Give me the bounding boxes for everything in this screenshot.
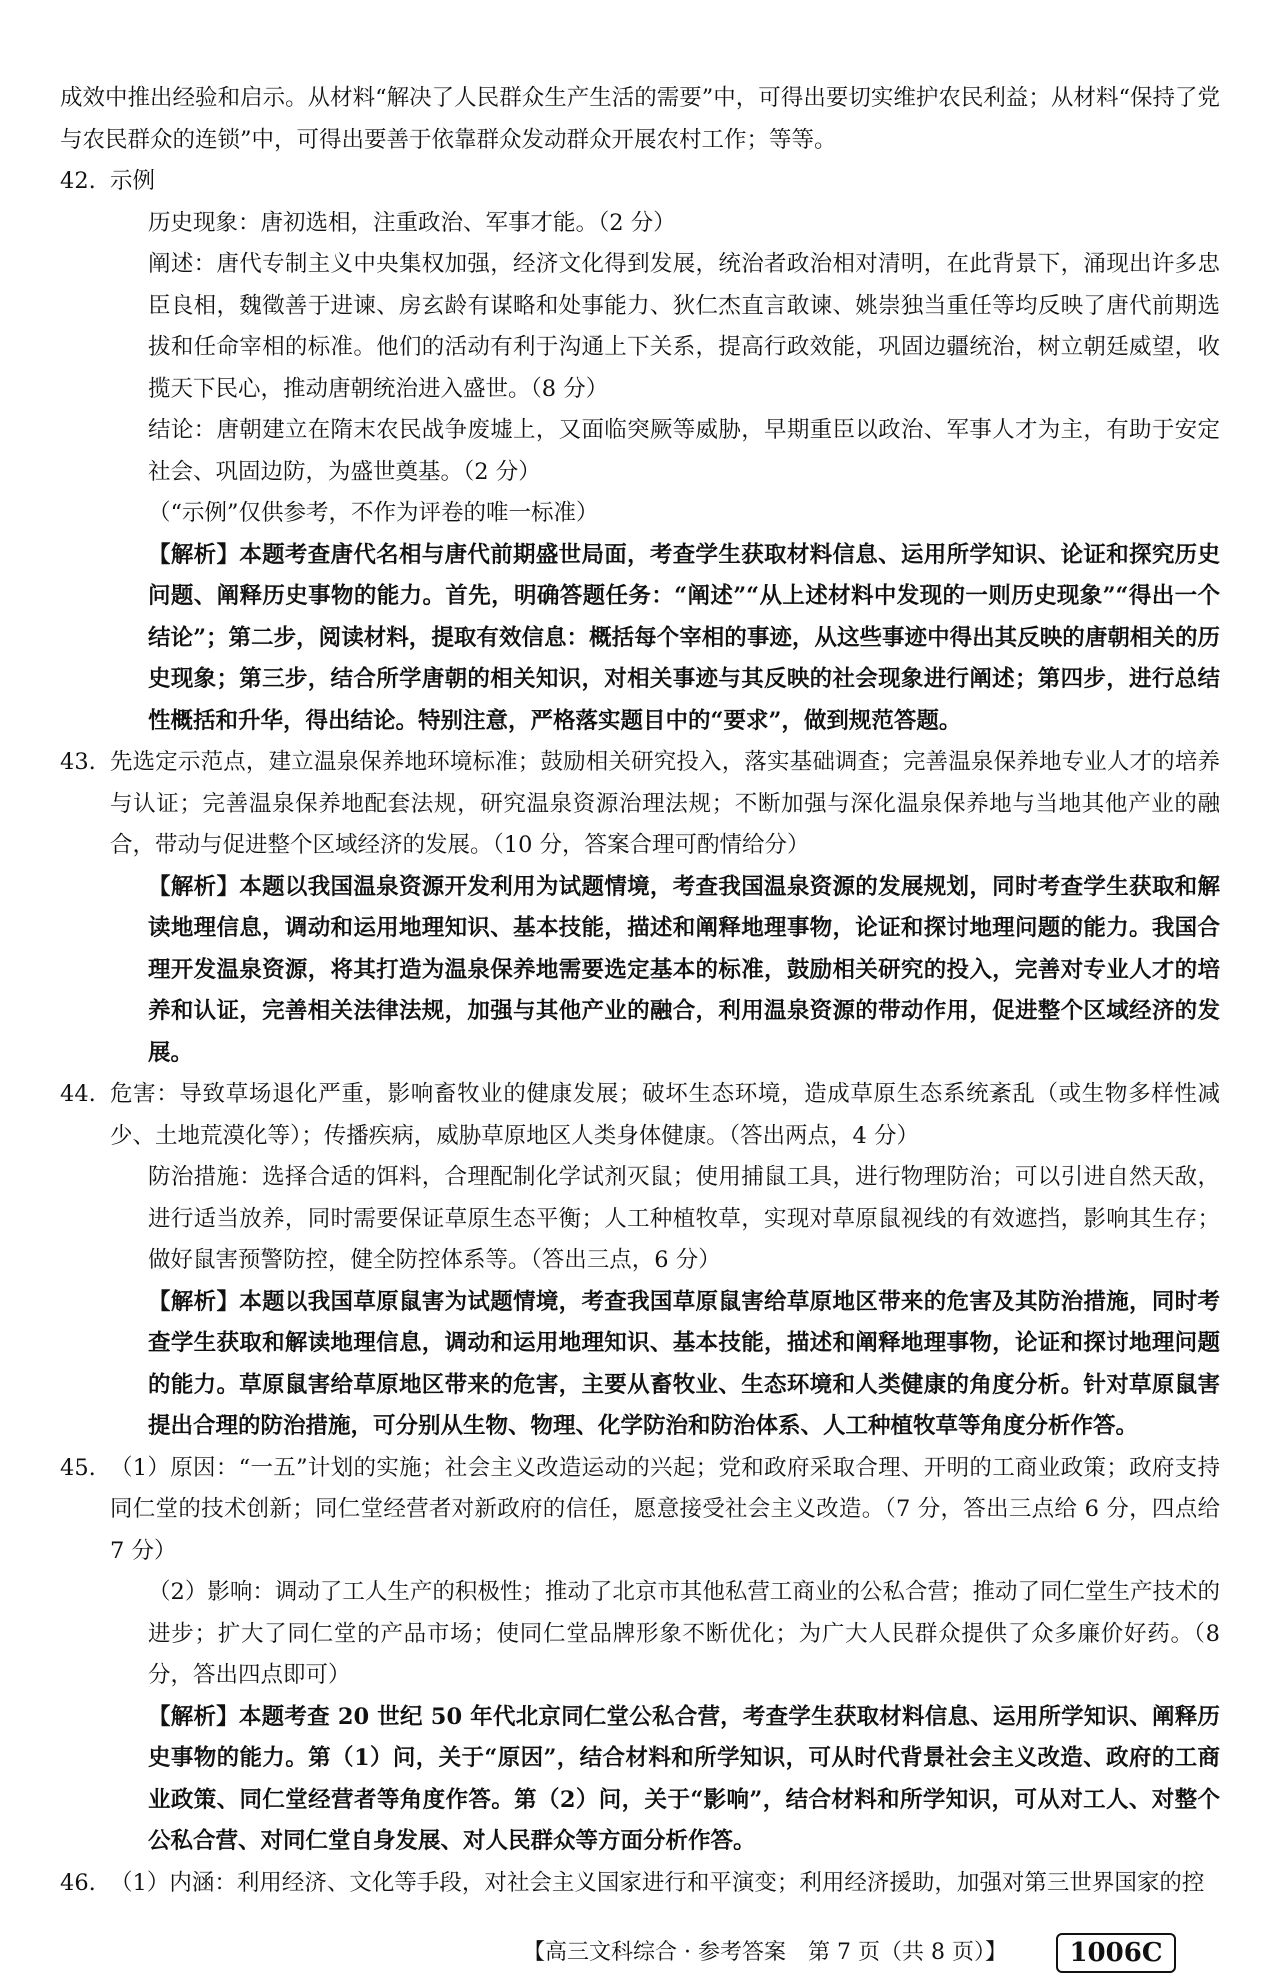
- question-body: [110, 742, 1220, 1074]
- answer-paragraph: （2）影响：调动了工人生产的积极性；推动了北京市其他私营工商业的公私合营；推动了同仁堂生产技术的进步；扩大了同仁堂的产品市场；使同仁堂品牌形象不断优化；为广大人民群众提供了众多廉价好药。（8 分，答出四点即可）: [148, 1579, 1220, 1688]
- answer-paragraph: （“示例”仅供参考，不作为评卷的唯一标准）: [148, 500, 599, 526]
- answer-paragraph: 阐述：唐代专制主义中央集权加强，经济文化得到发展，统治者政治相对清明，在此背景下，涌现出许多忠臣良相，魏徵善于进谏、房玄龄有谋略和处事能力、狄仁杰直言敢谏、姚崇独当重任等均反映了唐代前期选拔和任命宰相的标准。他们的活动有利于沟通上下关系，提高行政效能，巩固边疆统治，树立朝廷威望，收揽天下民心，推动唐朝统治进入盛世。（8 分）: [148, 251, 1220, 402]
- answer-paragraph: 历史现象：唐初选相，注重政治、军事才能。（2 分）: [148, 209, 676, 236]
- answer-paragraph: 防治措施：选择合适的饵料，合理配制化学试剂灭鼠；使用捕鼠工具，进行物理防治；可以引进自然天敌，进行适当放养，同时需要保证草原生态平衡；人工种植牧草，实现对草原鼠视线的有效遮挡，影响其生存；做好鼠害预警防控，健全防控体系等。（答出三点，6 分）: [148, 1164, 1220, 1273]
- question-body: [110, 161, 1220, 742]
- analysis-paragraph: 【解析】本题以我国温泉资源开发利用为试题情境，考查我国温泉资源的发展规划，同时考查学生获取和解读地理信息，调动和运用地理知识、基本技能，描述和阐释地理事物，论证和探讨地理问题的能力。我国合理开发温泉资源，将其打造为温泉保养地需要选定基本的标准，鼓励相关研究的投入，完善对专业人才的培养和认证，完善相关法律法规，加强与其他产业的融合，利用温泉资源的带动作用，促进整个区域经济的发展。: [148, 873, 1220, 1066]
- analysis-paragraph: 【解析】本题考查唐代名相与唐代前期盛世局面，考查学生获取材料信息、运用所学知识、论证和探究历史问题、阐释历史事物的能力。首先，明确答题任务：“阐述”“从上述材料中发现的一则历史现象”“得出一个结论”；第二步，阅读材料，提取有效信息：概括每个宰相的事迹，从这些事迹中得出其反映的唐朝相关的历史现象；第三步，结合所学唐朝的相关知识，对相关事迹与其反映的社会现象进行阐述；第四步，进行总结性概括和升华，得出结论。特别注意，严格落实题目中的“要求”，做到规范答题。: [148, 541, 1220, 734]
- answer-paragraph: 危害：导致草场退化严重，影响畜牧业的健康发展；破坏生态环境，造成草原生态系统紊乱（或生物多样性减少、土地荒漠化等）；传播疾病，威胁草原地区人类身体健康。（答出两点，4 分）: [110, 1081, 1220, 1149]
- question-body: [110, 1448, 1220, 1863]
- question-number: 46.: [60, 1869, 96, 1896]
- page-footer: [0, 1933, 1280, 1973]
- question-number: 44.: [60, 1081, 96, 1107]
- question-item: [60, 1448, 1220, 1863]
- answer-paragraph: 结论：唐朝建立在隋末农民战争废墟上，又面临突厥等威胁，早期重臣以政治、军事人才为主，有助于安定社会、巩固边防，为盛世奠基。（2 分）: [148, 417, 1220, 485]
- question-number: 43.: [60, 749, 96, 775]
- question-item: [60, 742, 1220, 1074]
- answer-paragraph: （1）内涵：利用经济、文化等手段，对社会主义国家进行和平演变；利用经济援助，加强对第三世界国家的控: [110, 1869, 1205, 1896]
- question-item: [60, 161, 1220, 742]
- question-item: [60, 1863, 1220, 1905]
- answer-paragraph: （1）原因：“一五”计划的实施；社会主义改造运动的兴起；党和政府采取合理、开明的工商业政策；政府支持同仁堂的技术创新；同仁堂经营者对新政府的信任，愿意接受社会主义改造。（7 分，答出三点给 6 分，四点给 7 分）: [110, 1454, 1220, 1564]
- intro-paragraph: 成效中推出经验和启示。从材料“解决了人民群众生产生活的需要”中，可得出要切实维护农民利益；从材料“保持了党与农民群众的连锁”中，可得出要善于依靠群众发动群众开展农村工作；等等。: [60, 85, 1220, 153]
- intro-block: [60, 78, 1220, 161]
- question-number: 42.: [60, 168, 96, 194]
- question-list: [60, 161, 1220, 1904]
- question-body: [110, 1863, 1220, 1905]
- analysis-paragraph: 【解析】本题考查 20 世纪 50 年代北京同仁堂公私合营，考查学生获取材料信息、运用所学知识、阐释历史事物的能力。第（1）问，关于“原因”，结合材料和所学知识，可从时代背景社会主义改造、政府的工商业政策、同仁堂经营者等角度作答。第（2）问，关于“影响”，结合材料和所学知识，可从对工人、对整个公私合营、对同仁堂自身发展、对人民群众等方面分析作答。: [148, 1703, 1220, 1854]
- answer-content: [60, 78, 1220, 1904]
- question-body: [110, 1074, 1220, 1448]
- answer-paragraph: 示例: [110, 168, 156, 194]
- answer-paragraph: 先选定示范点，建立温泉保养地环境标准；鼓励相关研究投入，落实基础调查；完善温泉保养地专业人才的培养与认证；完善温泉保养地配套法规，研究温泉资源治理法规；不断加强与深化温泉保养地与当地其他产业的融合，带动与促进整个区域经济的发展。（10 分，答案合理可酌情给分）: [110, 749, 1220, 858]
- footer-text: 【高三文科综合 · 参考答案 第 7 页（共 8 页）】: [523, 1940, 1007, 1965]
- question-item: [60, 1074, 1220, 1448]
- question-number: 45.: [60, 1454, 96, 1481]
- paper-code-badge: 1006C: [1056, 1933, 1176, 1973]
- analysis-paragraph: 【解析】本题以我国草原鼠害为试题情境，考查我国草原鼠害给草原地区带来的危害及其防治措施，同时考查学生获取和解读地理信息，调动和运用地理知识、基本技能，描述和阐释地理事物，论证和探讨地理问题的能力。草原鼠害给草原地区带来的危害，主要从畜牧业、生态环境和人类健康的角度分析。针对草原鼠害提出合理的防治措施，可分别从生物、物理、化学防治和防治体系、人工种植牧草等角度分析作答。: [148, 1288, 1220, 1439]
